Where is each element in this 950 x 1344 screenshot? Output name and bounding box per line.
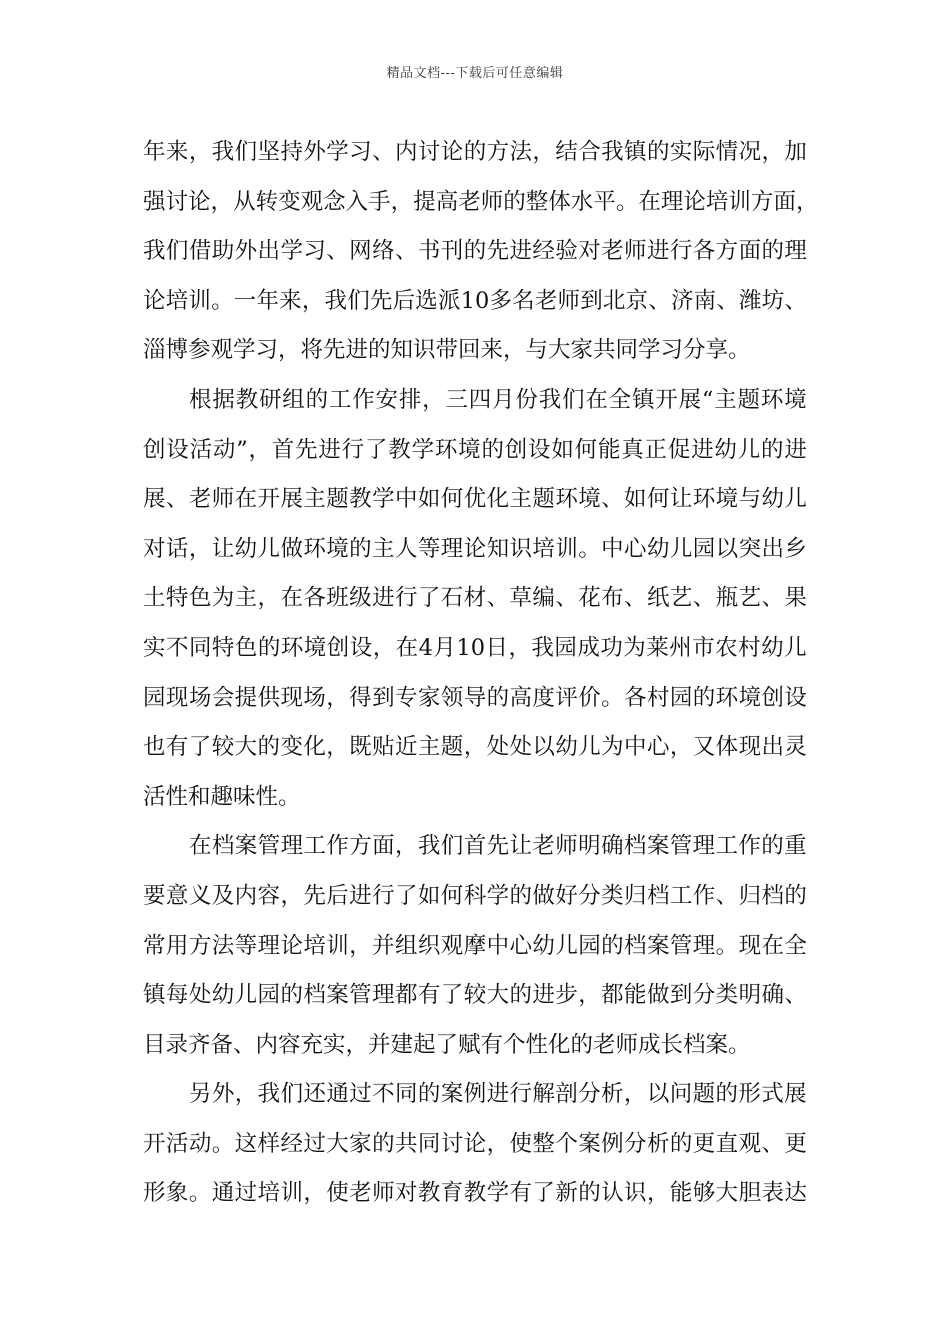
text-line: 对 话 ， 让 幼 儿 做 环 境 的 主 人 等 理 论 知 识 培 训 。 中 心 幼 儿 园 以 突 出 乡 (143, 535, 807, 562)
text-line: 另 外 ， 我 们 还 通 过 不 同 的 案 例 进 行 解 剖 分 析 ， 以 问 题 的 形 式 展 (189, 1081, 807, 1108)
text-line: 目录齐备、内容充实，并建起了赋有个性化的老师成长档案。 (143, 1031, 751, 1058)
text-line: 要 意 义 及 内 容 ， 先 后 进 行 了 如 何 科 学 的 做 好 分 类 归 档 工 作 、 归 档 的 (143, 882, 807, 909)
text-line: 园 现 场 会 提 供 现 场 ， 得 到 专 家 领 导 的 高 度 评 价 。 各 村 园 的 环 境 创 设 (143, 684, 807, 711)
text-line: 论 培 训 。 一 年 来 ， 我 们 先 后 选 派 10 多 名 老 师 到 北 京 、 济 南 、 潍 坊 、 (143, 287, 807, 314)
text-line: 根 据 教 研 组 的 工 作 安 排 ， 三 四 月 份 我 们 在 全 镇 开 展 “ 主 题 环 境 (189, 386, 807, 413)
text-line: 活性和趣味性。 (143, 783, 301, 810)
text-line: 也 有 了 较 大 的 变 化 ， 既 贴 近 主 题 ， 处 处 以 幼 儿 为 中 心 ， 又 体 现 出 灵 (143, 734, 807, 761)
text-line: 我 们 借 助 外 出 学 习 、 网 络 、 书 刊 的 先 进 经 验 对 老 师 进 行 各 方 面 的 理 (143, 238, 807, 265)
text-line: 土 特 色 为 主 ， 在 各 班 级 进 行 了 石 材 、 草 编 、 花 布 、 纸 艺 、 瓶 艺 、 果 (143, 585, 807, 612)
text-line: 开 活 动 。 这 样 经 过 大 家 的 共 同 讨 论 ， 使 整 个 案 例 分 析 的 更 直 观 、 更 (143, 1130, 807, 1157)
text-line: 在 档 案 管 理 工 作 方 面 ， 我 们 首 先 让 老 师 明 确 档 案 管 理 工 作 的 重 (189, 833, 807, 860)
text-line: 形 象 。 通 过 培 训 ， 使 老 师 对 教 育 教 学 有 了 新 的 认 识 ， 能 够 大 胆 表 达 (143, 1180, 807, 1207)
text-line: 强 讨 论 ， 从 转 变 观 念 入 手 ， 提 高 老 师 的 整 体 水 平 。 在 理 论 培 训 方 面 ， (143, 188, 819, 215)
text-line: 展 、 老 师 在 开 展 主 题 教 学 中 如 何 优 化 主 题 环 境 、 如 何 让 环 境 与 幼 儿 (143, 486, 807, 513)
text-line: 年 来 ， 我 们 坚 持 外 学 习 、 内 讨 论 的 方 法 ， 结 合 我 镇 的 实 际 情 况 ， 加 (143, 139, 807, 165)
text-line: 常 用 方 法 等 理 论 培 训 ， 并 组 织 观 摩 中 心 幼 儿 园 的 档 案 管 理 。 现 在 全 (143, 932, 807, 959)
text-line: 实 不 同 特 色 的 环 境 创 设 ， 在 4 月 10 日 ， 我 园 成 功 为 莱 州 市 农 村 幼 儿 (143, 634, 807, 661)
text-line: 创 设 活 动 ” ， 首 先 进 行 了 教 学 环 境 的 创 设 如 何 能 真 正 促 进 幼 儿 的 进 (143, 436, 807, 463)
text-line: 镇 每 处 幼 儿 园 的 档 案 管 理 都 有 了 较 大 的 进 步 ， 都 能 做 到 分 类 明 确 、 (143, 982, 807, 1009)
document-body (143, 128, 819, 1219)
text-line: 淄博参观学习，将先进的知识带回来，与大家共同学习分享。 (143, 337, 751, 364)
page-header: 精品文档---下载后可任意编辑 (386, 66, 564, 81)
